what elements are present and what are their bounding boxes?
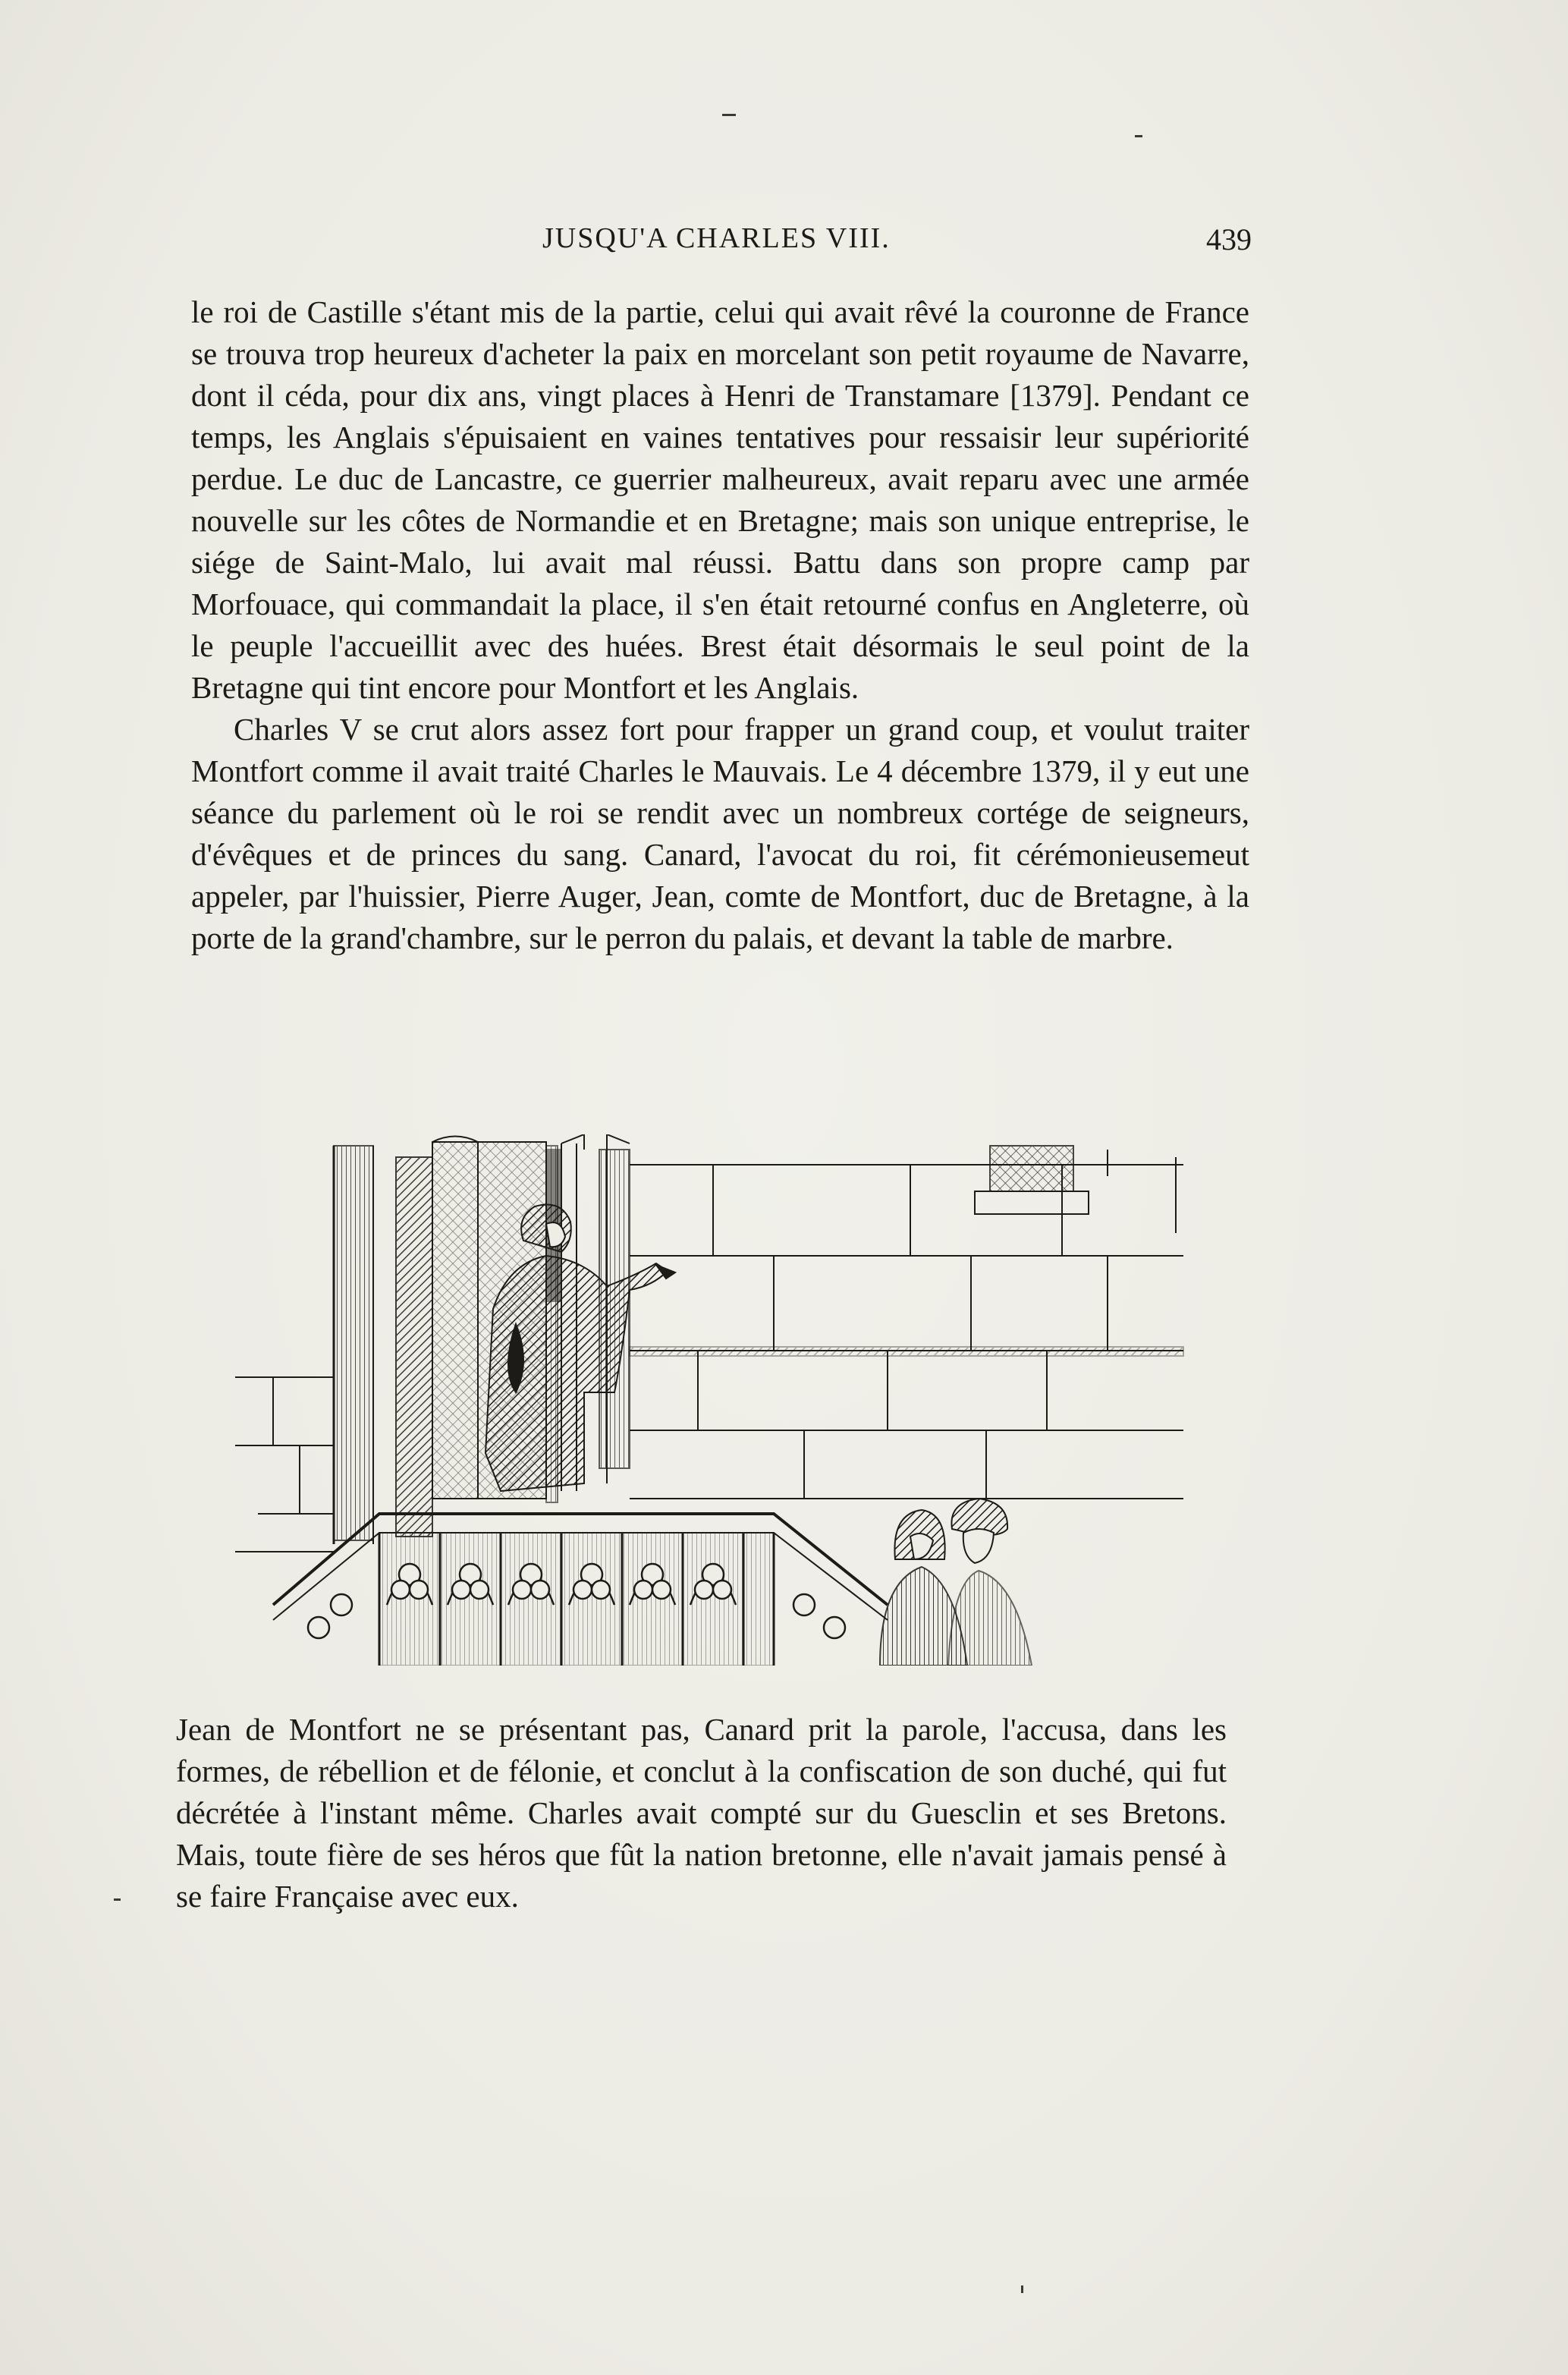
paragraph: le roi de Castille s'étant mis de la partie, celui qui avait rêvé la couronne de France se trouva trop heureux d'acheter la paix en morcelant son petit royaume de Navarre, dont il céda, pour dix ans, vingt places à Henri de Transtamare [1379]. Pendant ce temps, les Anglais s'épuisaient en vaines tentatives pour ressaisir leur supériorité perdue. Le duc de Lancastre, ce guerrier malheureux, avait reparu avec une armée nouvelle sur les côtes de Normandie et en Bretagne; mais son unique entreprise, le siége de Saint-Malo, lui avait mal réussi. Battu dans son propre camp par Morfouace, qui commandait la place, il s'en était retourné confus en Angleterre, où le peuple l'accueillit avec des huées. Brest était désormais le seul point de la Bretagne qui tint encore pour Montfort et les Anglais. (191, 294, 1249, 705)
body-text-top (191, 291, 1249, 959)
page-number: 439 (1206, 222, 1252, 256)
paragraph: Charles V se crut alors assez fort pour frapper un grand coup, et voulut traiter Montfort comme il avait traité Charles le Mauvais. Le 4 décembre 1379, il y eut une séance du parlement où le roi se rendit avec un nombreux cortége de seigneurs, d'évêques et de princes du sang. Canard, l'avocat du roi, fit cérémonieusemeut appeler, par l'huissier, Pierre Auger, Jean, comte de Montfort, duc de Bretagne, à la porte de la grand'chambre, sur le perron du palais, et devant la table de marbre. (191, 712, 1249, 955)
stray-mark (1135, 135, 1142, 137)
running-head-title: JUSQU'A CHARLES VIII. (542, 222, 891, 254)
body-text-bottom (176, 1709, 1227, 1917)
engraving-illustration (228, 1134, 1199, 1666)
stray-mark (1021, 2285, 1023, 2293)
stray-mark (722, 114, 736, 116)
stray-mark (114, 1898, 121, 1901)
paragraph: Jean de Montfort ne se présentant pas, Canard prit la parole, l'accusa, dans les formes, de rébellion et de félonie, et conclut à la confiscation de son duché, qui fut décrétée à l'instant même. Charles avait compté sur du Guesclin et ses Bretons. Mais, toute fière de ses héros que fût la nation bretonne, elle n'avait jamais pensé à se faire Française avec eux. (176, 1712, 1227, 1914)
running-head (190, 222, 1252, 267)
